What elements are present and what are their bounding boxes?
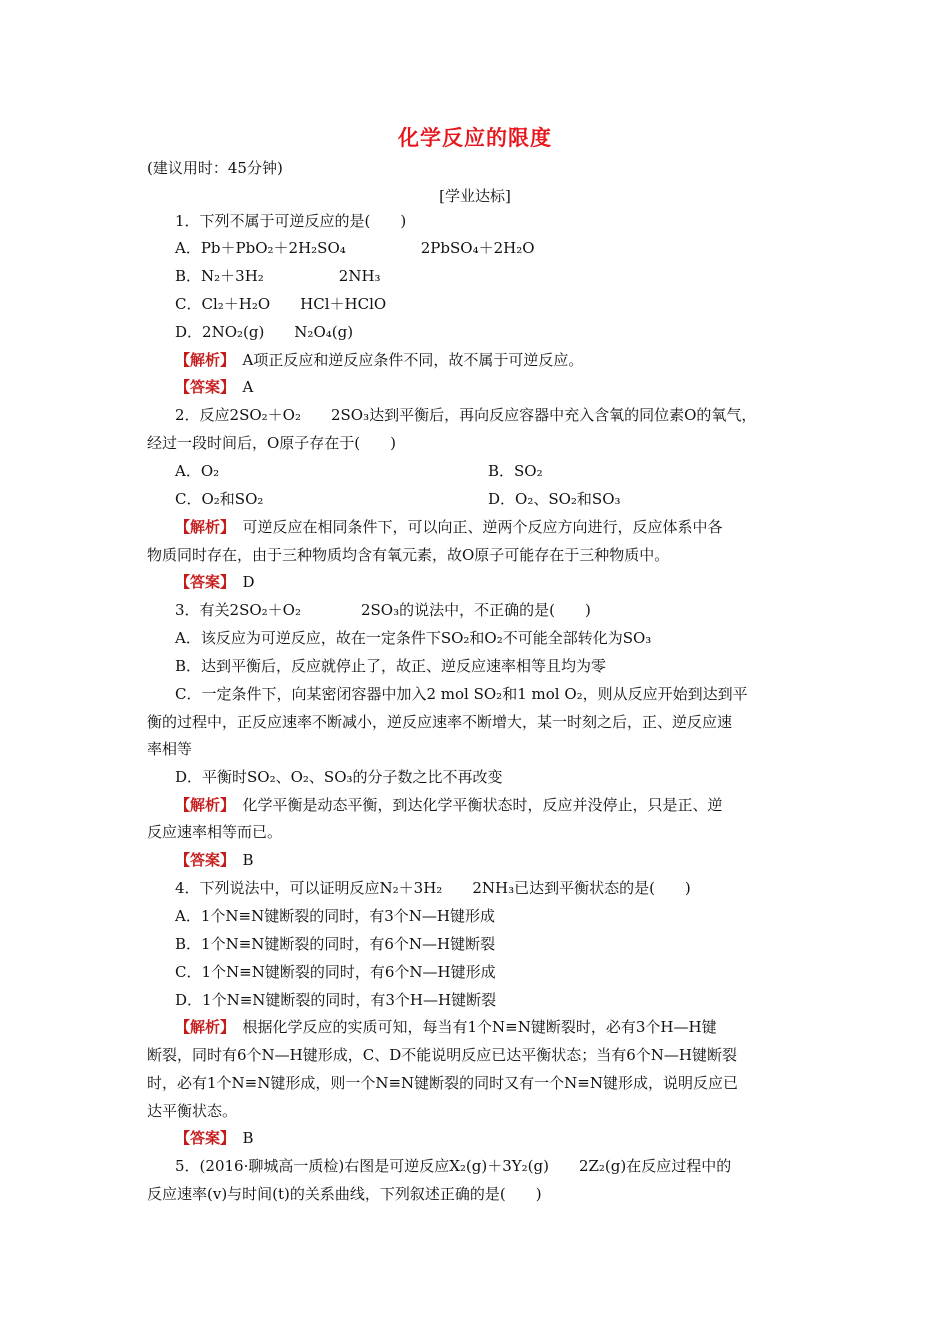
- section-heading: [学业达标]: [439, 187, 511, 205]
- line-text: 断裂，同时有6个N—H键形成，C、D不能说明反应已达平衡状态；当有6个N—H键断裂: [147, 1046, 738, 1064]
- text-line: [147, 1101, 237, 1121]
- analysis-label: 【解析】: [175, 796, 228, 814]
- line-text: 2．反应2SO₂＋O₂ 2SO₃达到平衡后，再向反应容器中充入含氧的同位素O的氧气，: [175, 406, 757, 424]
- text-line: [175, 211, 406, 231]
- text-line: [175, 656, 606, 676]
- answer-line: [175, 850, 254, 870]
- text-line: [488, 461, 543, 481]
- text-line: [175, 1156, 731, 1176]
- text-line: [147, 739, 192, 759]
- analysis-label: 【解析】: [175, 1018, 228, 1036]
- text-line: [175, 322, 353, 342]
- text-line: [175, 600, 591, 620]
- analysis-label: 【解析】: [175, 351, 228, 369]
- text-line: [175, 628, 651, 648]
- line-text: D: [227, 573, 255, 591]
- text-line: [147, 1073, 738, 1093]
- line-text: B．达到平衡后，反应就停止了，故正、逆反应速率相等且均为零: [175, 657, 607, 675]
- line-text: 3．有关2SO₂＋O₂ 2SO₃的说法中，不正确的是( ): [175, 601, 591, 619]
- line-text: C．一定条件下，向某密闭容器中加入2 mol SO₂和1 mol O₂，则从反应开始到达到平: [175, 685, 748, 703]
- line-text: 化学平衡是动态平衡，到达化学平衡状态时，反应并没停止，只是正、逆: [227, 796, 723, 814]
- line-text: D．2NO₂(g) N₂O₄(g): [175, 323, 354, 341]
- line-text: 衡的过程中，正反应速率不断减小，逆反应速率不断增大，某一时刻之后，正、逆反应速: [147, 713, 733, 731]
- text-line: [488, 489, 621, 509]
- line-text: 5．(2016·聊城高一质检)右图是可逆反应X₂(g)＋3Y₂(g) 2Z₂(g)在反应过程中的: [175, 1157, 732, 1175]
- text-line: [175, 461, 219, 481]
- line-text: B: [227, 1129, 254, 1147]
- line-text: B．N₂＋3H₂ 2NH₃: [175, 267, 381, 285]
- text-line: [175, 990, 496, 1010]
- text-line: [175, 294, 386, 314]
- line-text: A项正反应和逆反应条件不同，故不属于可逆反应。: [227, 351, 584, 369]
- text-line: [175, 767, 503, 787]
- answer-label: 【答案】: [175, 378, 228, 396]
- line-text: C．O₂和SO₂: [175, 490, 264, 508]
- text-line: [175, 489, 263, 509]
- line-text: B．1个N≡N键断裂的同时，有6个N—H键断裂: [175, 935, 496, 953]
- time-note: (建议用时：45分钟): [147, 159, 283, 177]
- page-title: 化学反应的限度: [398, 125, 552, 150]
- answer-label: 【答案】: [175, 851, 228, 869]
- line-text: A．Pb＋PbO₂＋2H₂SO₄ 2PbSO₄＋2H₂O: [175, 239, 535, 257]
- line-text: 物质同时存在，由于三种物质均含有氧元素，故O原子可能存在于三种物质中。: [147, 546, 670, 564]
- line-text: 根据化学反应的实质可知，每当有1个N≡N键断裂时，必有3个H—H键: [227, 1018, 717, 1036]
- text-line: [147, 712, 732, 732]
- text-line: [147, 822, 282, 842]
- text-line: [175, 962, 496, 982]
- answer-line: [175, 377, 253, 397]
- line-text: 达平衡状态。: [147, 1102, 238, 1120]
- text-line: [147, 1184, 542, 1204]
- line-text: 经过一段时间后，O原子存在于( ): [147, 434, 397, 452]
- line-text: 4．下列说法中，可以证明反应N₂＋3H₂ 2NH₃已达到平衡状态的是( ): [175, 879, 691, 897]
- text-line: [147, 545, 669, 565]
- line-text: B．SO₂: [488, 462, 543, 480]
- line-text: D．O₂、SO₂和SO₃: [488, 490, 621, 508]
- analysis-line: [175, 1017, 717, 1037]
- line-text: 时，必有1个N≡N键形成，则一个N≡N键断裂的同时又有一个N≡N键形成，说明反应已: [147, 1074, 739, 1092]
- analysis-line: [175, 350, 583, 370]
- line-text: 反应速率(v)与时间(t)的关系曲线，下列叙述正确的是( ): [147, 1185, 542, 1203]
- text-line: [175, 684, 748, 704]
- text-line: [175, 238, 535, 258]
- analysis-line: [175, 795, 723, 815]
- text-line: [175, 906, 495, 926]
- line-text: A: [227, 378, 254, 396]
- line-text: D．平衡时SO₂、O₂、SO₃的分子数之比不再改变: [175, 768, 503, 786]
- answer-label: 【答案】: [175, 1129, 228, 1147]
- line-text: D．1个N≡N键断裂的同时，有3个H—H键断裂: [175, 991, 497, 1009]
- line-text: C．Cl₂＋H₂O HCl＋HClO: [175, 295, 387, 313]
- line-text: A．1个N≡N键断裂的同时，有3个N—H键形成: [175, 907, 495, 925]
- text-line: [147, 433, 396, 453]
- analysis-line: [175, 517, 723, 537]
- text-line: [175, 266, 381, 286]
- answer-line: [175, 572, 255, 592]
- line-text: 率相等: [147, 740, 193, 758]
- text-line: [147, 1045, 737, 1065]
- text-line: [175, 934, 495, 954]
- text-line: [175, 878, 691, 898]
- answer-label: 【答案】: [175, 573, 228, 591]
- line-text: 1．下列不属于可逆反应的是( ): [175, 212, 407, 230]
- answer-line: [175, 1128, 254, 1148]
- line-text: 可逆反应在相同条件下，可以向正、逆两个反应方向进行，反应体系中各: [227, 518, 723, 536]
- line-text: C．1个N≡N键断裂的同时，有6个N—H键形成: [175, 963, 496, 981]
- text-line: [175, 405, 756, 425]
- line-text: A．O₂: [175, 462, 220, 480]
- line-text: A．该反应为可逆反应，故在一定条件下SO₂和O₂不可能全部转化为SO₃: [175, 629, 652, 647]
- line-text: 反应速率相等而已。: [147, 823, 283, 841]
- line-text: B: [227, 851, 254, 869]
- analysis-label: 【解析】: [175, 518, 228, 536]
